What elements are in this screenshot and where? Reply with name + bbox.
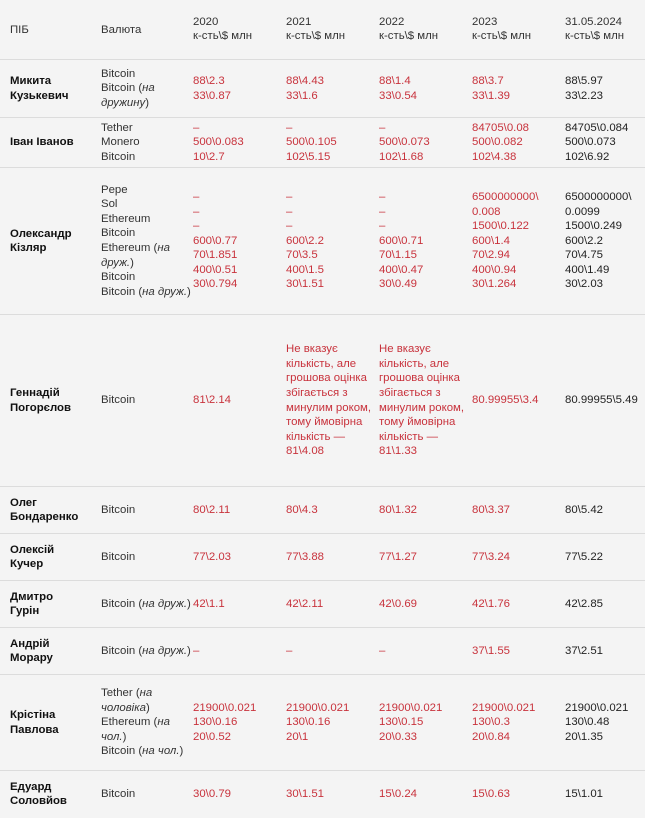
holding-value: 33\1.39: [472, 89, 511, 102]
person-name: Кузькевич: [10, 89, 69, 102]
person-name-cell: [0, 487, 101, 534]
holding-value: –: [286, 121, 293, 134]
person-name-cell: [0, 771, 101, 818]
holding-value: –: [193, 190, 200, 203]
holding-value: 33\0.87: [193, 89, 232, 102]
holding-value: 80\1.32: [379, 503, 418, 516]
holding-value: 400\0.51: [193, 263, 238, 276]
currency-name: Tether: [101, 121, 133, 134]
person-name: Дмитро: [10, 590, 54, 603]
holding-value: 42\2.85: [565, 597, 604, 610]
currency-name: Bitcoin: [101, 150, 136, 163]
currency-name: Ethereum (: [101, 716, 158, 729]
holding-value: –: [286, 644, 293, 657]
holding-value: 80.99955\3.4: [472, 394, 539, 407]
value-cell-2020: [193, 118, 286, 168]
header-year-2020: [193, 0, 286, 60]
value-cell-2024: [565, 168, 645, 315]
holding-value: 77\5.22: [565, 550, 604, 563]
table-row: [0, 168, 645, 315]
value-cell-2023: [472, 675, 565, 771]
holding-value: 81\2.14: [193, 394, 232, 407]
person-name: Морару: [10, 652, 53, 664]
holding-value: 70\2.94: [472, 249, 511, 262]
holding-value: 102\4.38: [472, 150, 517, 163]
value-cell-2022: [379, 581, 472, 628]
value-cell-2020: [193, 534, 286, 581]
value-cell-2021: [286, 168, 379, 315]
currency-owner-qualifier: на чол.: [142, 745, 180, 758]
currency-cell: [101, 168, 193, 315]
currency-cell: [101, 487, 193, 534]
holding-value: 42\0.69: [379, 597, 418, 610]
holding-value: 20\0.33: [379, 730, 418, 743]
person-name: Погорєлов: [10, 401, 71, 414]
currency-item: [101, 393, 191, 408]
holding-value: 33\1.6: [286, 89, 318, 102]
value-cell-2023: [472, 628, 565, 675]
table-row: [0, 675, 645, 771]
currency-qualifier-close: ): [145, 96, 150, 109]
person-name: Андрій: [10, 637, 50, 650]
holding-value: 20\0.84: [472, 730, 511, 743]
value-cell-2021: [286, 487, 379, 534]
table-header-row: [0, 0, 645, 60]
holding-value: 600\0.77: [193, 234, 238, 247]
holding-value: 130\0.15: [379, 716, 424, 729]
holding-value: 42\1.76: [472, 597, 511, 610]
value-cell-2020: [193, 60, 286, 118]
holding-value: 80\4.3: [286, 503, 318, 516]
holding-value: –: [379, 121, 386, 134]
holding-value: 130\0.16: [286, 716, 331, 729]
value-cell-2023: [472, 315, 565, 487]
currency-qualifier-close: ): [187, 597, 191, 610]
holding-value: –: [193, 205, 200, 218]
value-cell-2022: [379, 168, 472, 315]
currency-name: Bitcoin: [101, 271, 136, 284]
person-name: Гурін: [10, 605, 40, 617]
holding-value: –: [379, 220, 386, 233]
currency-item: [101, 715, 191, 744]
value-cell-2024: [565, 534, 645, 581]
person-name-cell: [0, 675, 101, 771]
currency-item: [101, 597, 191, 612]
person-name: Геннадій: [10, 387, 60, 399]
currency-name: Bitcoin: [101, 787, 136, 800]
holding-value: 600\0.71: [379, 234, 424, 247]
holding-value: 33\0.54: [379, 89, 418, 102]
currency-cell: [101, 581, 193, 628]
holding-value: 30\2.03: [565, 278, 604, 291]
currency-owner-qualifier: на друж.: [101, 242, 170, 269]
value-cell-2020: [193, 487, 286, 534]
currency-name: Bitcoin: [101, 227, 136, 240]
value-cell-2020: [193, 315, 286, 487]
person-name-cell: [0, 628, 101, 675]
holding-value: –: [379, 190, 386, 203]
table-row: [0, 628, 645, 675]
person-name-cell: [0, 581, 101, 628]
value-cell-2024: [565, 487, 645, 534]
currency-qualifier-close: ): [122, 730, 127, 743]
currency-owner-qualifier: на дружину: [101, 82, 155, 109]
value-cell-2020: [193, 628, 286, 675]
header-year-label: 31.05.2024: [565, 16, 623, 28]
value-cell-2022: [379, 534, 472, 581]
holding-value: 30\1.264: [472, 278, 517, 291]
header-unit-label: к-сть\$ млн: [193, 30, 253, 42]
currency-item: [101, 67, 191, 82]
person-name-cell: [0, 534, 101, 581]
table-row: [0, 315, 645, 487]
holding-value: 88\4.43: [286, 74, 325, 87]
currency-name: Sol: [101, 198, 118, 211]
holding-value: 42\1.1: [193, 597, 225, 610]
holding-value: 20\1.35: [565, 730, 604, 743]
value-cell-2020: [193, 581, 286, 628]
currency-name: Bitcoin (: [101, 82, 143, 95]
person-name: Едуард: [10, 780, 52, 793]
person-name-cell: [0, 315, 101, 487]
currency-name: Bitcoin: [101, 394, 136, 407]
holding-value: 500\0.083: [193, 136, 244, 149]
value-cell-2022: [379, 60, 472, 118]
currency-owner-qualifier: на друж.: [142, 285, 188, 298]
holding-value: 20\1: [286, 730, 309, 743]
header-year-2024: [565, 0, 645, 60]
header-year-2022: [379, 0, 472, 60]
currency-qualifier-close: ): [179, 745, 184, 758]
currency-name: Bitcoin (: [101, 597, 143, 610]
holding-value: 21900\0.021: [193, 701, 257, 714]
holding-value: 88\5.97: [565, 74, 604, 87]
value-cell-2023: [472, 487, 565, 534]
table-body: [0, 60, 645, 818]
currency-item: [101, 270, 191, 285]
holding-value: 130\0.16: [193, 716, 238, 729]
person-name-cell: [0, 118, 101, 168]
holding-value: 102\6.92: [565, 150, 610, 163]
value-cell-2022: [379, 487, 472, 534]
value-cell-2021: [286, 534, 379, 581]
holding-value: 21900\0.021: [286, 701, 350, 714]
currency-qualifier-close: ): [187, 644, 191, 657]
holding-value: 80\3.37: [472, 503, 511, 516]
value-cell-2023: [472, 168, 565, 315]
holding-value: 15\1.01: [565, 787, 604, 800]
holding-value: 33\2.23: [565, 89, 604, 102]
currency-name: Bitcoin (: [101, 644, 143, 657]
holding-value: Не вказує кількість, але грошова оцінка збігається з минулим роком, тому ймовірна кількість — 81\4.08: [286, 343, 372, 458]
person-name: Кізляр: [10, 242, 47, 254]
header-year-label: 2021: [286, 16, 312, 28]
holding-value: 15\0.63: [472, 787, 511, 800]
holding-value: 21900\0.021: [472, 701, 536, 714]
currency-item: [101, 787, 191, 802]
holding-value: 130\0.48: [565, 716, 610, 729]
holding-value: 102\5.15: [286, 150, 331, 163]
value-cell-2024: [565, 315, 645, 487]
currency-name: Bitcoin: [101, 550, 136, 563]
holding-value: 400\1.49: [565, 263, 610, 276]
value-cell-2021: [286, 118, 379, 168]
holding-value: 500\0.105: [286, 136, 337, 149]
value-cell-2021: [286, 315, 379, 487]
holding-value: 0.0099: [565, 205, 600, 218]
currency-name: Ethereum: [101, 212, 151, 225]
holding-value: 600\1.4: [472, 234, 511, 247]
header-year-label: 2020: [193, 16, 219, 28]
person-name: Микита: [10, 75, 52, 87]
holding-value: 80\5.42: [565, 503, 604, 516]
currency-cell: [101, 118, 193, 168]
holding-value: 37\1.55: [472, 644, 511, 657]
currency-qualifier-close: ): [130, 256, 134, 269]
holding-value: 15\0.24: [379, 787, 418, 800]
person-name: Олександр: [10, 227, 72, 240]
value-cell-2024: [565, 675, 645, 771]
currency-name: Bitcoin (: [101, 285, 143, 298]
header-year-label: 2023: [472, 16, 498, 28]
holding-value: 21900\0.021: [565, 701, 629, 714]
value-cell-2021: [286, 581, 379, 628]
currency-name: Ethereum (: [101, 242, 158, 254]
person-name: Павлова: [10, 723, 59, 736]
currency-name: Pepe: [101, 183, 128, 196]
holding-value: 84705\0.084: [565, 121, 629, 134]
value-cell-2022: [379, 771, 472, 818]
person-name: Соловйов: [10, 795, 67, 808]
holding-value: Не вказує кількість, але грошова оцінка збігається з минулим роком, тому ймовірна кількість — 81\1.33: [379, 343, 465, 458]
holding-value: –: [286, 190, 293, 203]
value-cell-2022: [379, 675, 472, 771]
holding-value: 30\0.49: [379, 278, 418, 291]
currency-item: [101, 212, 191, 227]
header-unit-label: к-сть\$ млн: [379, 30, 439, 42]
header-name: ПІБ: [0, 0, 101, 60]
currency-owner-qualifier: на друж.: [142, 597, 188, 610]
currency-item: [101, 241, 191, 270]
value-cell-2024: [565, 118, 645, 168]
holding-value: 10\2.7: [193, 150, 225, 163]
person-name: Кучер: [10, 558, 44, 570]
holding-value: 30\0.794: [193, 278, 238, 291]
holding-value: 400\1.5: [286, 263, 325, 276]
holding-value: –: [379, 205, 386, 218]
currency-cell: [101, 534, 193, 581]
holding-value: –: [286, 205, 293, 218]
table-row: [0, 118, 645, 168]
holding-value: 102\1.68: [379, 150, 424, 163]
holding-value: 30\0.79: [193, 787, 232, 800]
holding-value: 130\0.3: [472, 716, 511, 729]
holding-value: 70\1.851: [193, 249, 238, 262]
holding-value: 42\2.11: [286, 597, 324, 610]
holding-value: 1500\0.249: [565, 220, 623, 233]
currency-qualifier-close: ): [145, 701, 150, 714]
holding-value: 21900\0.021: [379, 701, 443, 714]
holding-value: 600\2.2: [565, 234, 604, 247]
holding-value: 400\0.47: [379, 263, 424, 276]
value-cell-2023: [472, 60, 565, 118]
table-row: [0, 534, 645, 581]
holding-value: –: [286, 220, 293, 233]
holding-value: 400\0.94: [472, 263, 517, 276]
holding-value: 500\0.073: [379, 136, 430, 149]
currency-item: [101, 644, 191, 659]
holding-value: 600\2.2: [286, 234, 325, 247]
header-year-2021: [286, 0, 379, 60]
currency-owner-qualifier: на чоловіка: [101, 687, 153, 714]
table-row: [0, 581, 645, 628]
currency-name: Bitcoin: [101, 503, 136, 516]
value-cell-2024: [565, 581, 645, 628]
holding-value: 1500\0.122: [472, 220, 530, 233]
person-name-cell: [0, 60, 101, 118]
holding-value: 88\3.7: [472, 74, 504, 87]
currency-item: [101, 197, 191, 212]
holding-value: 77\3.88: [286, 550, 325, 563]
holding-value: 88\2.3: [193, 74, 225, 87]
person-name-cell: [0, 168, 101, 315]
currency-item: [101, 550, 191, 565]
currency-item: [101, 81, 191, 110]
holding-value: –: [193, 121, 200, 134]
holding-value: 88\1.4: [379, 74, 411, 87]
holding-value: 37\2.51: [565, 644, 604, 657]
holding-value: –: [193, 644, 200, 657]
person-name: Іван Іванов: [10, 136, 74, 149]
holding-value: 6500000000\: [565, 190, 632, 203]
header-currency: Валюта: [101, 0, 193, 60]
currency-item: [101, 226, 191, 241]
currency-cell: [101, 771, 193, 818]
value-cell-2022: [379, 118, 472, 168]
currency-name: Bitcoin (: [101, 745, 143, 758]
person-name: Крістіна: [10, 709, 56, 721]
value-cell-2020: [193, 771, 286, 818]
header-unit-label: к-сть\$ млн: [286, 30, 346, 42]
person-name: Бондаренко: [10, 511, 79, 523]
holding-value: 500\0.082: [472, 136, 523, 149]
currency-qualifier-close: ): [187, 285, 191, 298]
currency-name: Bitcoin: [101, 67, 136, 80]
value-cell-2023: [472, 118, 565, 168]
header-unit-label: к-сть\$ млн: [565, 30, 625, 42]
holding-value: 80\2.11: [193, 503, 231, 516]
value-cell-2022: [379, 315, 472, 487]
value-cell-2023: [472, 771, 565, 818]
currency-name: Tether (: [101, 687, 140, 700]
holding-value: 77\3.24: [472, 550, 511, 563]
holding-value: 6500000000\: [472, 190, 539, 203]
value-cell-2020: [193, 675, 286, 771]
table-row: [0, 60, 645, 118]
value-cell-2023: [472, 534, 565, 581]
currency-cell: [101, 628, 193, 675]
currency-item: [101, 744, 191, 759]
currency-owner-qualifier: на чол.: [101, 716, 170, 743]
holding-value: 30\1.51: [286, 787, 325, 800]
table-row: [0, 771, 645, 818]
holding-value: 70\1.15: [379, 249, 418, 262]
currency-item: [101, 503, 191, 518]
value-cell-2024: [565, 60, 645, 118]
currency-owner-qualifier: на друж.: [142, 644, 188, 657]
currency-item: [101, 183, 191, 198]
value-cell-2020: [193, 168, 286, 315]
holding-value: 70\4.75: [565, 249, 604, 262]
value-cell-2021: [286, 60, 379, 118]
value-cell-2021: [286, 675, 379, 771]
currency-name: Monero: [101, 136, 140, 149]
holding-value: –: [379, 644, 386, 657]
value-cell-2022: [379, 628, 472, 675]
header-year-2023: [472, 0, 565, 60]
value-cell-2021: [286, 628, 379, 675]
currency-item: [101, 121, 191, 136]
header-unit-label: к-сть\$ млн: [472, 30, 532, 42]
currency-item: [101, 686, 191, 715]
table-row: [0, 487, 645, 534]
value-cell-2021: [286, 771, 379, 818]
holding-value: 77\2.03: [193, 550, 232, 563]
header-year-label: 2022: [379, 16, 405, 28]
currency-cell: [101, 60, 193, 118]
holding-value: 70\3.5: [286, 249, 318, 262]
holding-value: 77\1.27: [379, 550, 418, 563]
value-cell-2024: [565, 628, 645, 675]
holding-value: 0.008: [472, 205, 501, 218]
person-name: Олексій: [10, 543, 55, 556]
person-name: Олег: [10, 496, 37, 509]
holding-value: 80.99955\5.49: [565, 394, 638, 407]
holding-value: 500\0.073: [565, 136, 616, 149]
currency-cell: [101, 315, 193, 487]
holding-value: 84705\0.08: [472, 121, 530, 134]
currency-item: [101, 135, 191, 150]
holding-value: –: [193, 220, 200, 233]
currency-item: [101, 285, 191, 300]
currency-cell: [101, 675, 193, 771]
value-cell-2023: [472, 581, 565, 628]
currency-item: [101, 150, 191, 165]
holding-value: 20\0.52: [193, 730, 232, 743]
holding-value: 30\1.51: [286, 278, 325, 291]
value-cell-2024: [565, 771, 645, 818]
